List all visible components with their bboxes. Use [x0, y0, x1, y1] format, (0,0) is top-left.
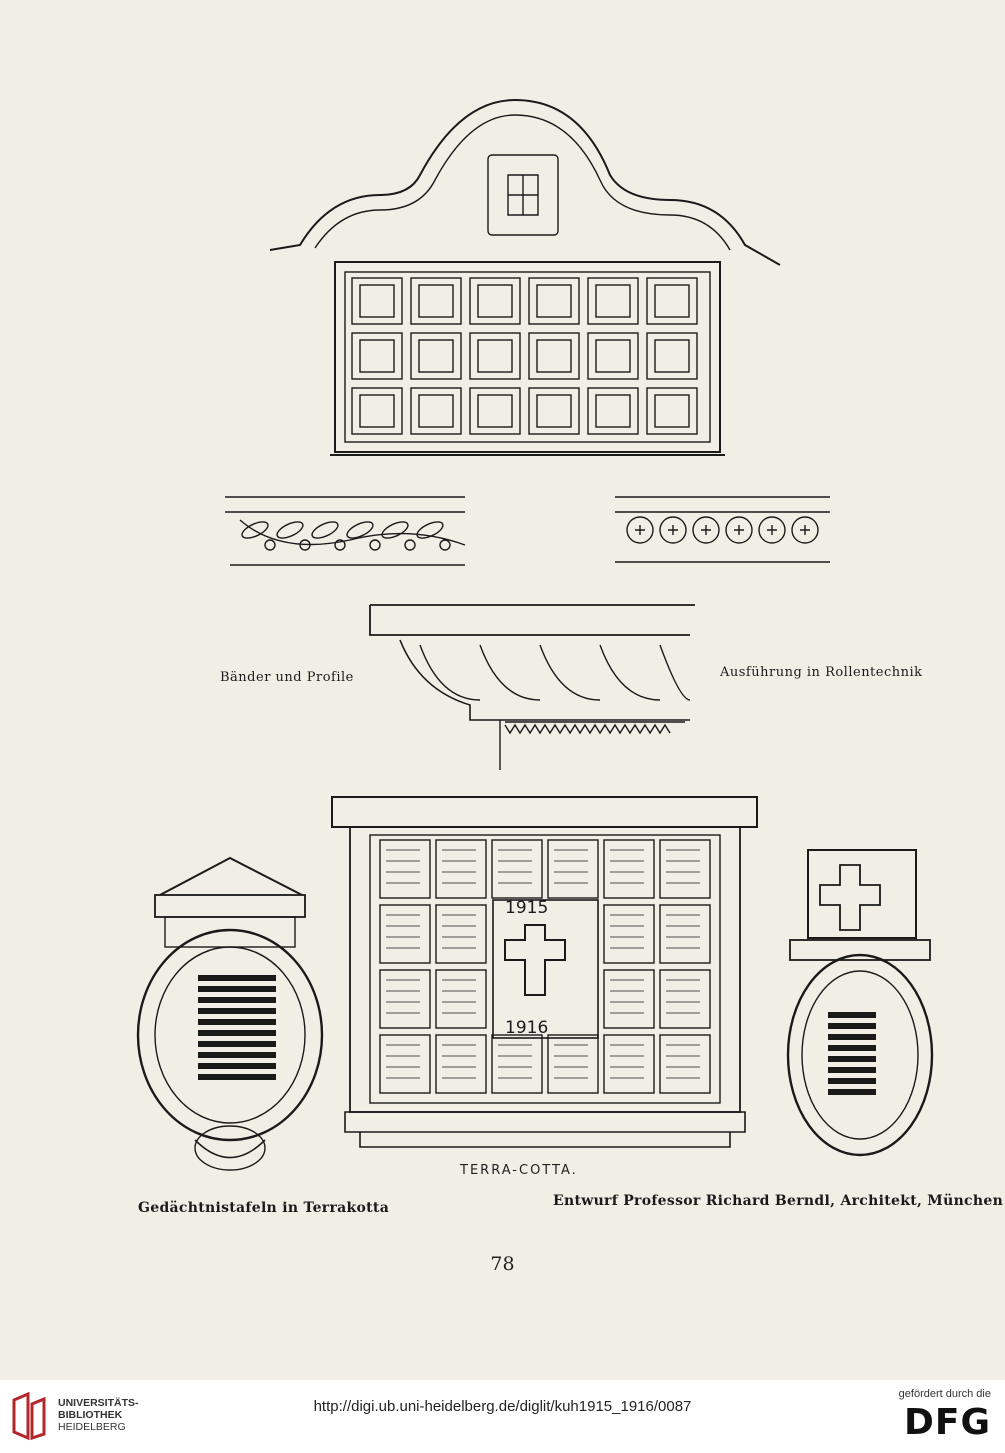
terra-cotta-label: TERRA-COTTA. [460, 1163, 578, 1178]
library-line-3: HEIDELBERG [58, 1421, 126, 1433]
entwurf-caption: Entwurf Professor Richard Berndl, Architekt, München [553, 1193, 1004, 1209]
top-wall-tablet-drawing [270, 100, 780, 455]
year-bottom-label: 1916 [505, 1018, 549, 1038]
library-line-1: UNIVERSITÄTS- [58, 1397, 139, 1409]
page-number: 78 [490, 1253, 515, 1275]
ausfuehrung-caption: Ausführung in Rollentechnik [720, 665, 923, 680]
year-top-label: 1915 [505, 898, 549, 918]
funded-by-label: gefördert durch die [898, 1388, 991, 1400]
baender-caption: Bänder und Profile [220, 670, 354, 685]
band-drawing-right [615, 497, 830, 562]
gedaechtnistafeln-caption: Gedächtnistafeln in Terrakotta [138, 1200, 390, 1216]
footer-bar [0, 1380, 1005, 1453]
library-line-2: BIBLIOTHEK [58, 1409, 123, 1421]
dfg-logo: DFG [903, 1402, 991, 1443]
left-oval-tablet-drawing [138, 858, 322, 1170]
center-memorial-tablet-drawing [332, 797, 757, 1147]
cornice-profile-drawing [370, 605, 695, 770]
band-drawing-left [225, 497, 465, 565]
permalink-url[interactable]: http://digi.ub.uni-heidelberg.de/diglit/kuh1915_1916/0087 [313, 1398, 692, 1415]
right-oval-tablet-drawing [788, 850, 932, 1155]
